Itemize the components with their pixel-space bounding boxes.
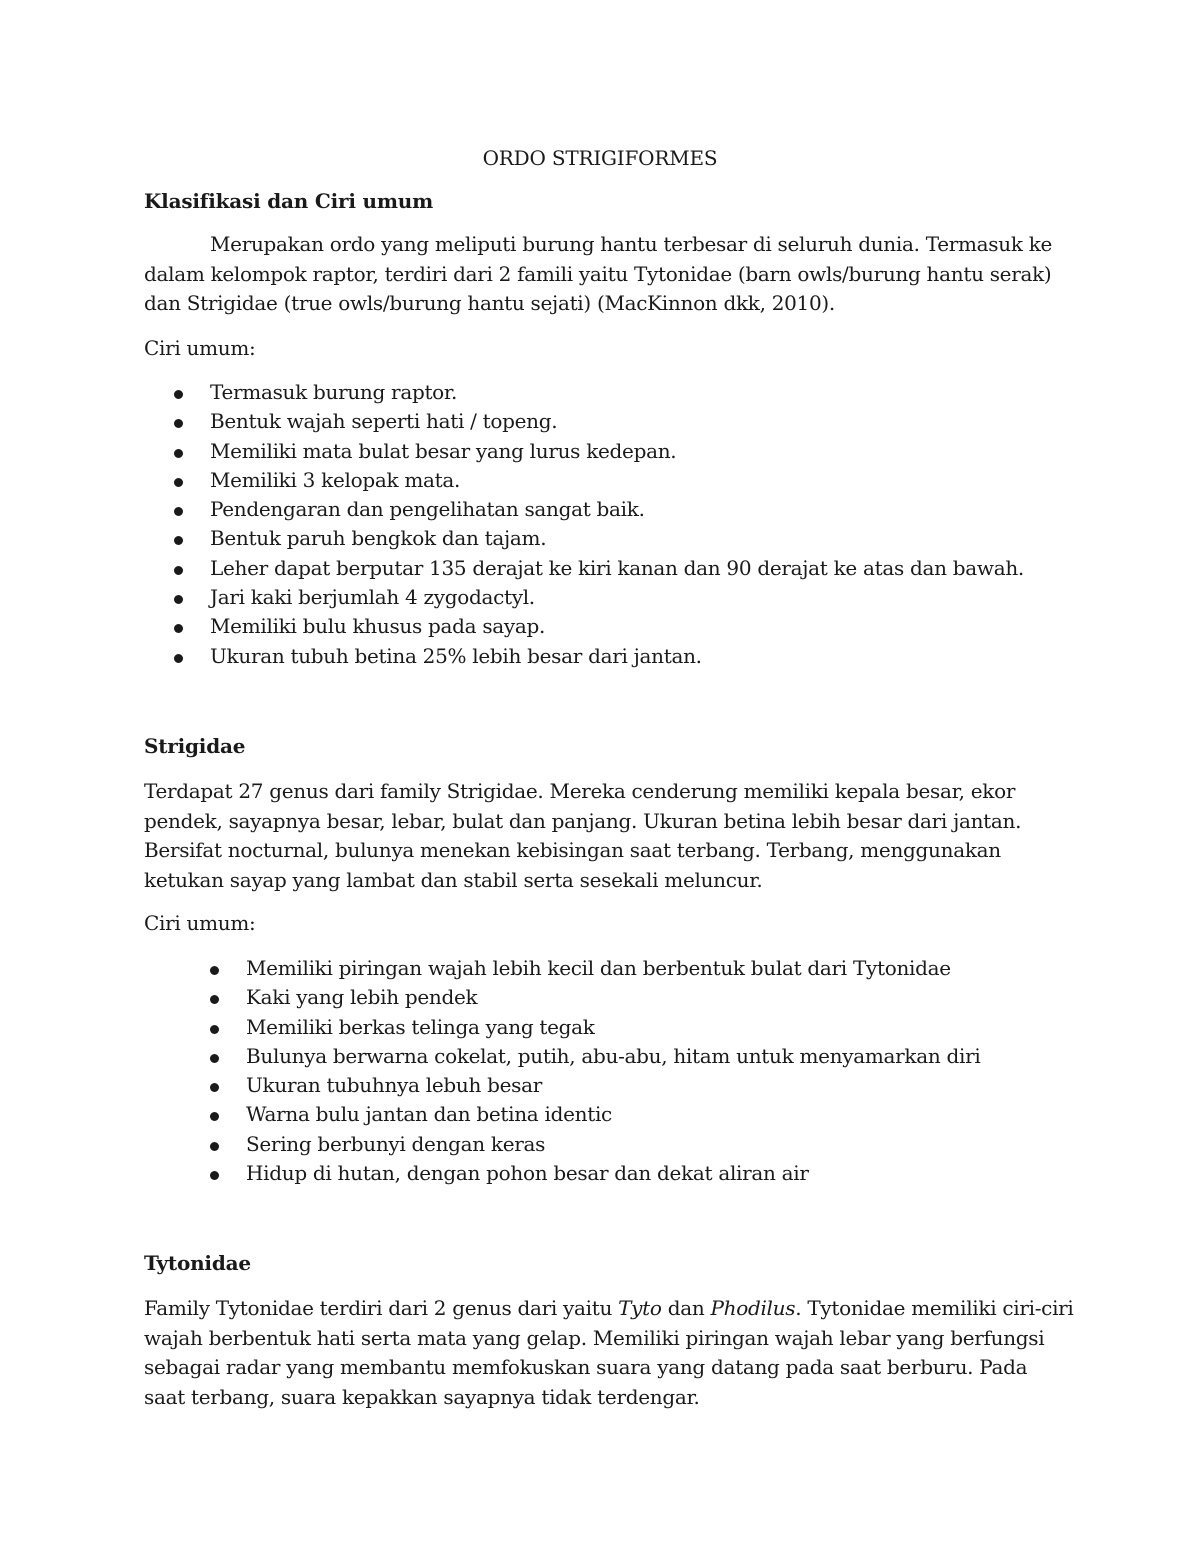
page-title: ORDO STRIGIFORMES bbox=[482, 146, 718, 170]
bullet-icon bbox=[174, 449, 183, 458]
bullet-icon bbox=[210, 1054, 219, 1063]
list-label-ciri-umum-2: Ciri umum: bbox=[144, 911, 256, 935]
genus-name-phodilus: Phodilus bbox=[710, 1296, 796, 1320]
bullet-icon bbox=[174, 419, 183, 428]
bullet-icon bbox=[210, 966, 219, 975]
section-heading-tytonidae: Tytonidae bbox=[144, 1251, 251, 1275]
section-heading-klasifikasi: Klasifikasi dan Ciri umum bbox=[144, 189, 434, 213]
bullet-icon bbox=[174, 478, 183, 487]
bullet-icon bbox=[210, 1171, 219, 1180]
document-page: ORDO STRIGIFORMES Klasifikasi dan Ciri umum Merupakan ordo yang meliputi burung hantu terbesar di seluruh dunia. Termasuk ke dalam kelompok raptor, terdiri dari 2 famili yaitu Tytonidae (barn owls/burung hantu serak) dan Strigidae (true owls/burung hantu sejati) (MacKinnon dkk, 2010). Ciri umum: Termasuk burung raptor. Bentuk wajah seperti hati / topeng. Memiliki mata bulat besar yang lurus kedepan. Memiliki 3 kelopak mata. Pendengaran dan pengelihatan sangat baik. Bentuk paruh bengkok dan tajam. Leher dapat berputar 135 derajat ke kiri kanan dan 90 derajat ke atas dan bawah. Jari kaki berjumlah 4 zygodactyl. Memiliki bulu khusus pada sayap. Ukuran tubuh betina 25% lebih besar dari jantan. Strigidae Terdapat 27 genus dari family Strigidae. Mereka cenderung memiliki kepala besar, ekor pendek, sayapnya besar, lebar, bulat dan panjang. Ukuran betina lebih besar dari jantan. Bersifat nocturnal, bulunya menekan kebisingan saat terbang. Terbang, menggunakan ketukan sayap yang lambat dan stabil serta sesekali meluncur. Ciri umum: Memiliki piringan wajah lebih kecil dan berbentuk bulat dari Tytonidae Kaki yang lebih pendek Memiliki berkas telinga yang tegak Bulunya berwarna cokelat, putih, abu-abu, hitam untuk menyamarkan diri Ukuran tubuhnya lebuh besar Warna bulu jantan dan betina identic Sering berbunyi dengan keras Hidup di hutan, dengan pohon besar dan dekat aliran air Tytonidae Family Tytonidae terdiri dari 2 genus dari yaitu Tyto dan Phodilus. Tytonidae memiliki ciri-ciri wajah berbentuk hati serta mata yang gelap. Memiliki piringan wajah lebar yang berfungsi sebagai radar yang membantu memfokuskan suara yang datang pada saat berburu. Pada saat terbang, suara kepakkan sayapnya tidak terdengar. bbox=[0, 0, 1200, 1553]
intro-paragraph: Merupakan ordo yang meliputi burung hantu terbesar di seluruh dunia. Termasuk ke dalam kelompok raptor, terdiri dari 2 famili yaitu Tytonidae (barn owls/burung hantu serak) dan Strigidae (true owls/burung hantu sejati) (MacKinnon dkk, 2010). bbox=[144, 232, 1053, 315]
bullet-icon bbox=[174, 654, 183, 663]
bullet-icon bbox=[210, 1142, 219, 1151]
bullet-icon bbox=[174, 507, 183, 516]
bullet-icon bbox=[174, 536, 183, 545]
genus-name-tyto: Tyto bbox=[618, 1296, 662, 1320]
strigidae-paragraph: Terdapat 27 genus dari family Strigidae. Mereka cenderung memiliki kepala besar, ekor pendek, sayapnya besar, lebar, bulat dan panjang. Ukuran betina lebih besar dari jantan. Bersifat nocturnal, bulunya menekan kebisingan saat terbang. Terbang, menggunakan ketukan sayap yang lambat dan stabil serta sesekali meluncur. bbox=[144, 779, 1022, 892]
bullet-icon bbox=[210, 995, 219, 1004]
bullet-icon bbox=[174, 595, 183, 604]
bullet-icon bbox=[210, 1112, 219, 1121]
bullet-icon bbox=[174, 390, 183, 399]
bullet-icon bbox=[174, 624, 183, 633]
bullet-icon bbox=[210, 1025, 219, 1034]
tytonidae-paragraph: Family Tytonidae terdiri dari 2 genus dari yaitu Tyto dan Phodilus. Tytonidae memiliki ciri-ciri wajah berbentuk hati serta mata yang gelap. Memiliki piringan wajah lebar yang berfungsi sebagai radar yang membantu memfokuskan suara yang datang pada saat berburu. Pada saat terbang, suara kepakkan sayapnya tidak terdengar. bbox=[144, 1296, 1074, 1409]
bullet-icon bbox=[210, 1083, 219, 1092]
list-label-ciri-umum-1: Ciri umum: bbox=[144, 336, 256, 360]
section-heading-strigidae: Strigidae bbox=[144, 734, 246, 758]
bullet-icon bbox=[174, 566, 183, 575]
